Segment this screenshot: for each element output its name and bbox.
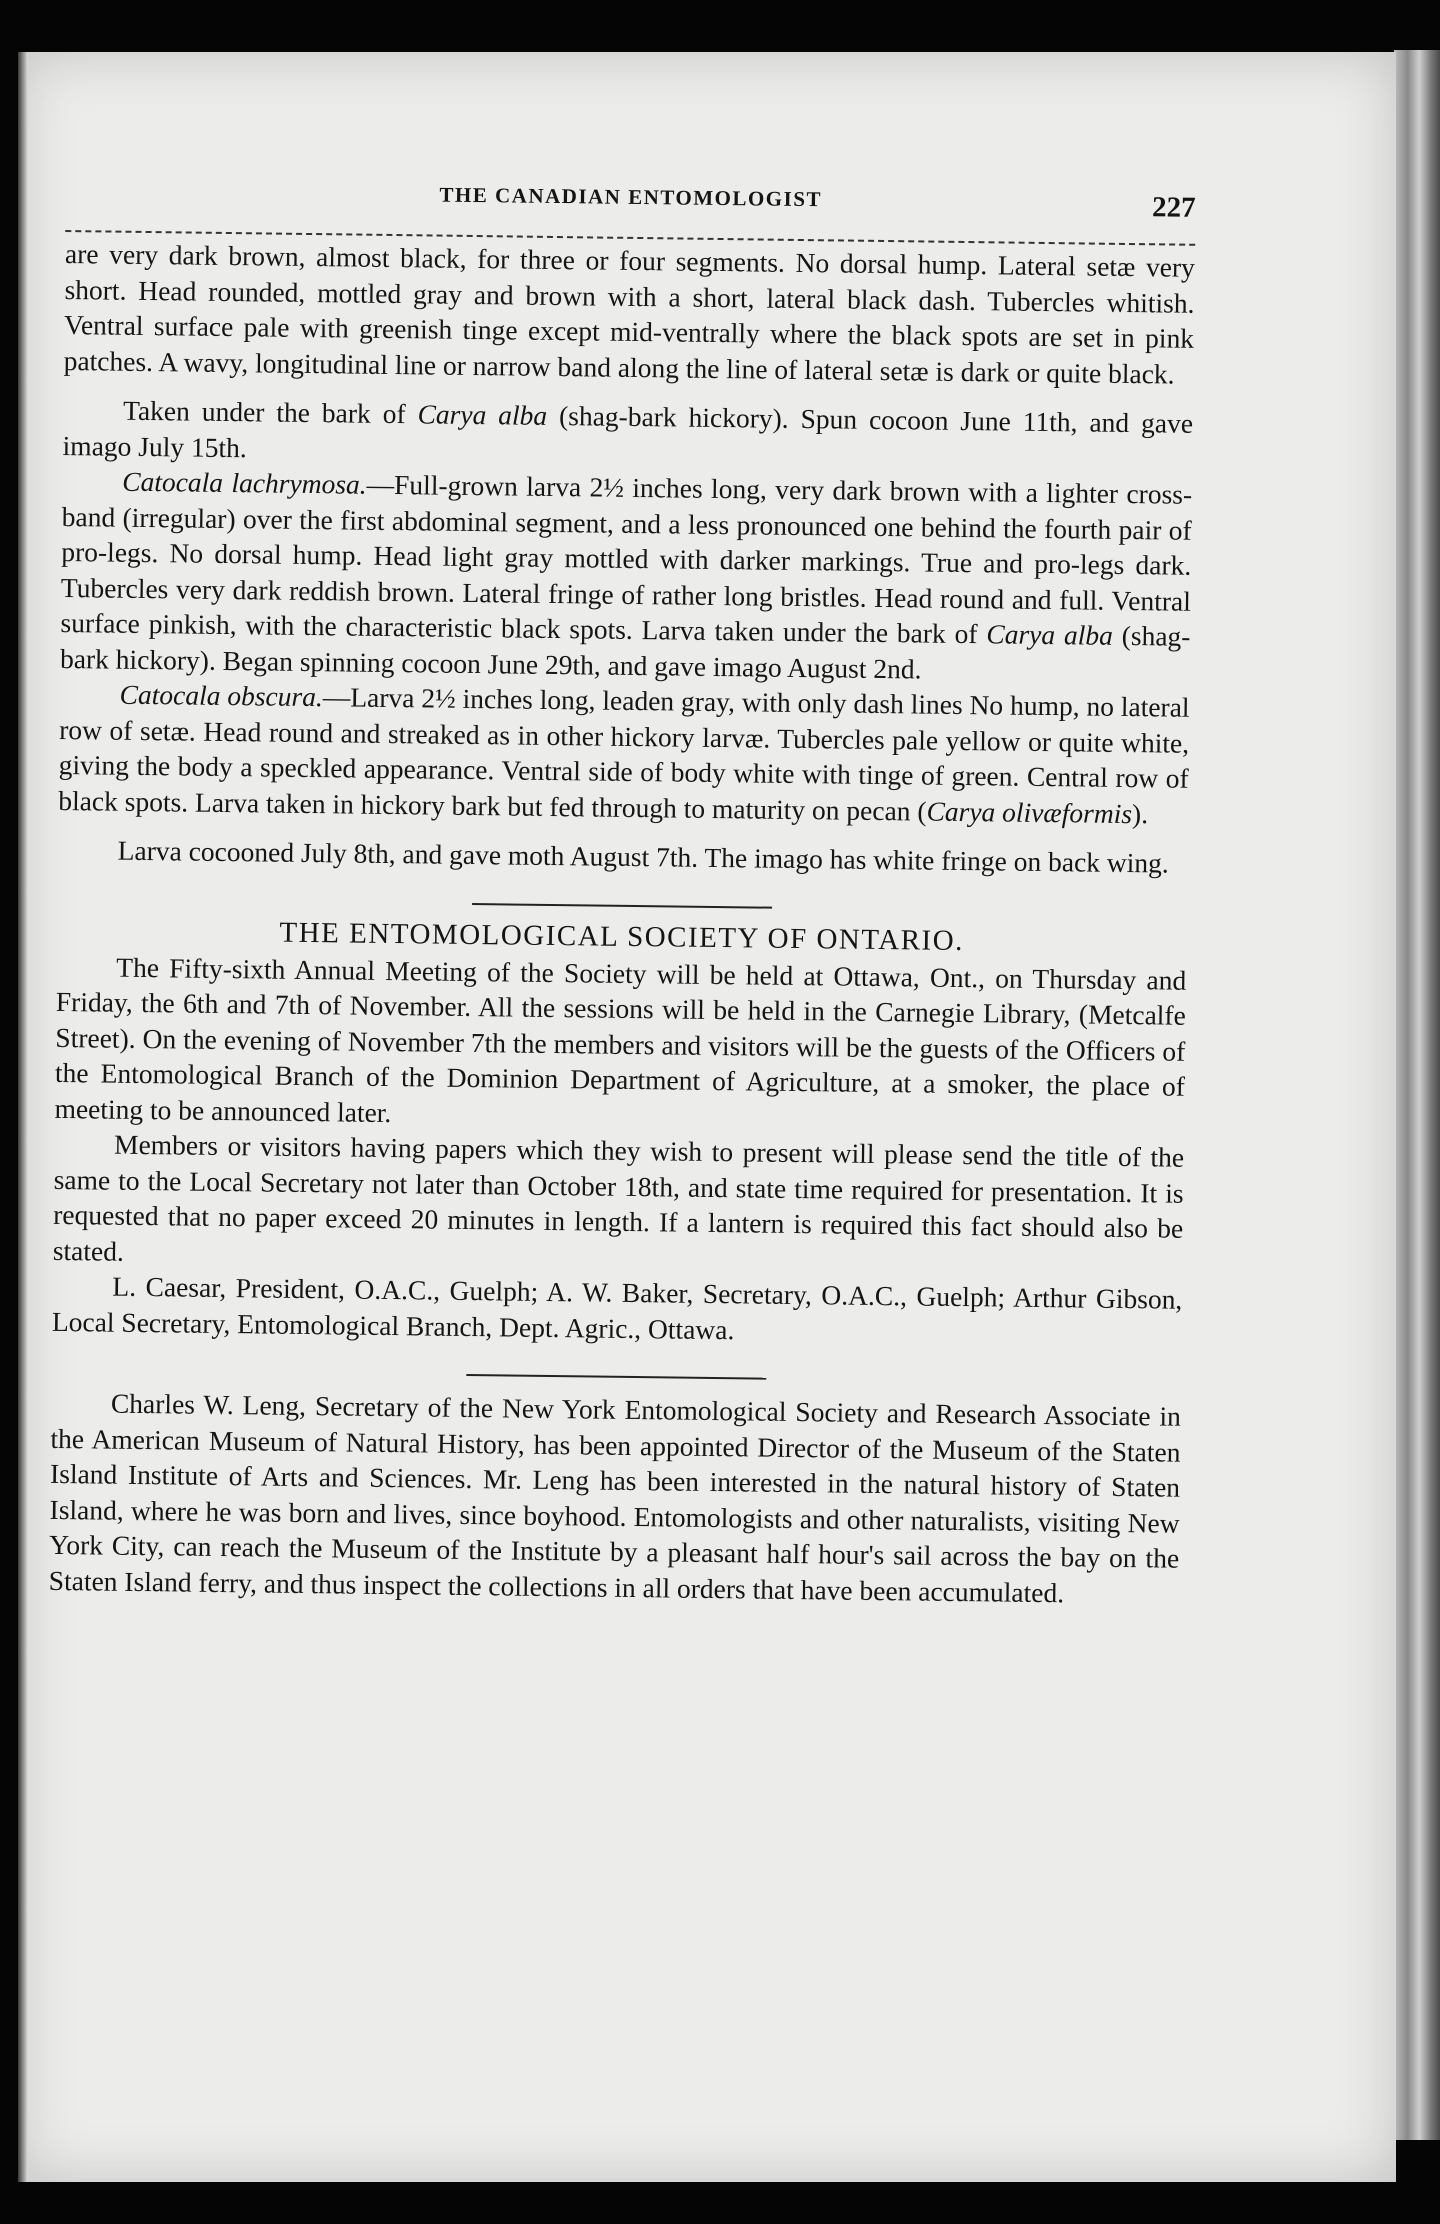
- page-number: 227: [1151, 191, 1196, 224]
- paragraph-signatories: L. Caesar, President, O.A.C., Guelph; A. W. Baker, Secretary, O.A.C., Guelph; Arthur Gibson, Local Secretary, Entomological Branch, Dept. Agric., Ottawa.: [51, 1270, 1183, 1345]
- book-spine-edge: [1394, 50, 1440, 2140]
- text-run: ).: [1131, 797, 1149, 829]
- host-plant-name: Carya olivæformis: [926, 795, 1133, 829]
- journal-title: THE CANADIAN ENTOMOLOGIST: [439, 182, 823, 212]
- text-run: Taken under the bark of: [122, 394, 418, 430]
- text-run: (shag-bark hickory). Spun cocoon June 11th, and gave imago July 15th.: [62, 399, 1194, 463]
- paragraph-catocala-obscura: [58, 676, 1190, 832]
- paragraph-catocala-lachrymosa: [60, 463, 1193, 690]
- paragraph-continued-description: are very dark brown, almost black, for three or four segments. No dorsal hump. Lateral setæ very short. Head rounded, mottled gray and brown with a short, lateral black dash. Tubercles whitish. Ventral surface pale with greenish tinge except mid-ventrally where the black spots are set in pink patches. A wavy, longitudinal line or narrow band along the line of lateral setæ is dark or quite black.: [63, 237, 1196, 390]
- text-run: (shag-bark hickory). Began spinning cocoon June 29th, and gave imago August 2nd.: [59, 619, 1191, 684]
- paragraph-cocoon-note: Larva cocooned July 8th, and gave moth August 7th. The imago has white fringe on back wing.: [117, 834, 1169, 879]
- journal-page: [18, 52, 1396, 2182]
- text-run: —Larva 2½ inches long, leaden gray, with only dash lines No hump, no lateral row of setæ. Head round and streaked as in other hickory larvæ. Tubercles pale yellow or quite white, giving the body a speckled appearance. Ventral side of body white with tinge of green. Central row of black spots. Larva taken in hickory bark but fed through to maturity on pecan (: [58, 681, 1190, 827]
- section-title: THE ENTOMOLOGICAL SOCIETY OF ONTARIO.: [279, 916, 965, 957]
- page-content: [49, 172, 1196, 1612]
- host-plant-name: Carya alba: [986, 618, 1114, 651]
- species-name: Carya alba: [417, 398, 548, 431]
- paragraph-annual-meeting: The Fifty-sixth Annual Meeting of the Society will be held at Ottawa, Ont., on Thursday and Friday, the 6th and 7th of November. All the sessions will be held in the Carnegie Library, (Metcalfe Street). On the evening of November 7th the members and visitors will be the guests of the Officers of the Entomological Branch of the Dominion Department of Agriculture, at a smoker, the place of meeting to be announced later.: [54, 951, 1187, 1128]
- species-name: Catocala obscura.: [119, 678, 324, 713]
- section-divider: [466, 1374, 766, 1380]
- paragraph-leng-appointment: Charles W. Leng, Secretary of the New York Entomological Society and Research Associate in the American Museum of Natural History, has been appointed Director of the Museum of the Staten Island Institute of Arts and Sciences. Mr. Leng has been interested in the natural history of Staten Island, where he was born and lives, since boyhood. Entomologists and other naturalists, visiting New York City, can reach the Museum of the Institute by a pleasant half hour's sail across the bay on the Staten Island ferry, and thus inspect the collections in all orders that have been accumulated.: [48, 1387, 1182, 1608]
- species-name: Catocala lachrymosa.: [122, 465, 367, 500]
- section-divider: [472, 903, 772, 909]
- text-run: —Full-grown larva 2½ inches long, very dark brown with a lighter cross-band (irregular) over the first abdominal segment, and a less pronounced one behind the fourth pair of pro-legs. No dorsal hump. Head light gray mottled with darker markings. True and pro-legs dark. Tubercles very dark reddish brown. Lateral fringe of rather long bristles. Head round and full. Ventral surface pinkish, with the characteristic black spots. Larva taken under the bark of: [60, 468, 1193, 650]
- paragraph-papers-request: Members or visitors having papers which they wish to present will please send the title of the same to the Local Secretary not later than October 18th, and state time required for presentation. It is requested that no paper exceed 20 minutes in length. If a lantern is required this fact should also be stated.: [52, 1128, 1185, 1267]
- page-gutter-shadow: [18, 52, 28, 2182]
